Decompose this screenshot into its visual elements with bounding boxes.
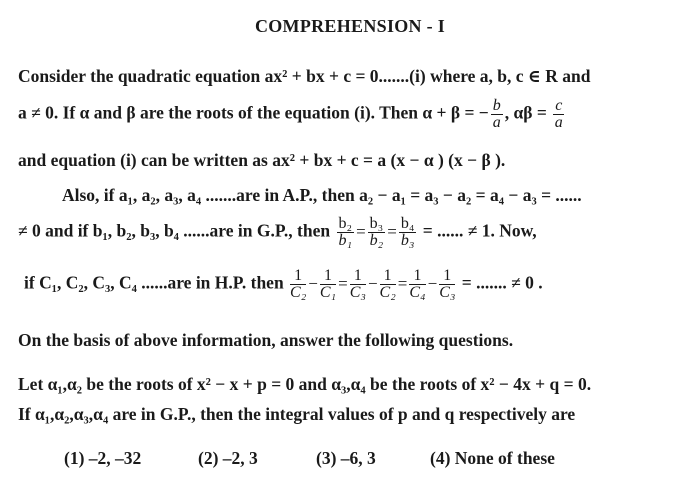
option-text: –6, 3 — [340, 448, 376, 468]
fraction-numerator: c — [555, 97, 563, 114]
option-text: None of these — [454, 448, 555, 468]
instruction-text: On the basis of above information, answer the following questions. — [18, 330, 514, 350]
option-text: –2, –32 — [88, 448, 142, 468]
option-label: (1) — [64, 448, 85, 468]
paragraph-line-3: and equation (i) can be written as ax² + bx + c = a (x − α ) (x − β ). — [18, 150, 506, 170]
paragraph-line-5 — [18, 216, 682, 249]
hp-fraction — [350, 268, 366, 301]
line6-text-a: if C₁, C₂, C₃, C₄ ......are in H.P. then — [24, 272, 284, 293]
hp-fraction — [290, 268, 306, 301]
option-4[interactable] — [430, 448, 555, 469]
math-operator: = — [397, 273, 408, 293]
line6-text-b: = ....... ≠ 0 . — [461, 272, 543, 293]
fraction-denominator: C₄ — [409, 284, 426, 301]
section-title: COMPREHENSION - I — [254, 16, 446, 36]
math-operator: − — [367, 273, 378, 293]
option-text: –2, 3 — [222, 448, 258, 468]
option-2[interactable] — [198, 448, 258, 469]
option-label: (3) — [316, 448, 337, 468]
fraction-numerator: 1 — [439, 268, 455, 285]
line5-text-b: = ...... ≠ 1. Now, — [422, 220, 537, 241]
fraction-c-over-a — [553, 98, 564, 131]
fraction-denominator: C₁ — [319, 284, 337, 301]
fraction-denominator: C₂ — [290, 284, 307, 301]
paragraph-line-6 — [24, 268, 682, 301]
fraction-numerator: 1 — [320, 268, 336, 285]
paragraph-line-2 — [18, 98, 682, 131]
option-label: (4) — [430, 448, 451, 468]
fraction-numerator: b₂ — [338, 215, 353, 232]
line2-text-a: a ≠ 0. If α and β are the roots of the equation (i). Then α + β = − — [18, 102, 489, 123]
math-operator: = — [338, 273, 348, 293]
fraction-denominator: a — [492, 114, 501, 131]
fraction-denominator: b₂ — [369, 232, 384, 249]
fraction-denominator: b₁ — [338, 232, 353, 249]
math-operator: − — [427, 273, 438, 293]
fraction-numerator: 1 — [409, 268, 425, 285]
fraction-numerator: 1 — [350, 268, 366, 285]
gp-fraction — [399, 216, 417, 249]
math-operator: = — [356, 221, 366, 241]
paragraph-line-4: Also, if a₁, a₂, a₃, a₄ .......are in A.P., then a₂ − a₁ = a₃ − a₂ = a₄ − a₃ = ...... — [62, 185, 582, 205]
math-operator: = — [387, 221, 397, 241]
hp-fraction — [439, 268, 455, 301]
math-operator: − — [308, 273, 318, 293]
option-label: (2) — [198, 448, 219, 468]
fraction-denominator: C₂ — [379, 284, 396, 301]
option-3[interactable] — [316, 448, 376, 469]
hp-fraction — [320, 268, 336, 301]
fraction-numerator: b — [492, 97, 501, 114]
fraction-numerator: 1 — [290, 268, 306, 285]
fraction-denominator: b₃ — [400, 232, 415, 249]
hp-fraction-group — [288, 267, 457, 301]
fraction-numerator: b₃ — [369, 215, 384, 232]
line5-text-a: ≠ 0 and if b₁, b₂, b₃, b₄ ......are in G.P., then — [18, 220, 331, 241]
question-line-1: Let α₁,α₂ be the roots of x² − x + p = 0 and α₃,α₄ be the roots of x² − 4x + q = 0. — [18, 374, 592, 394]
question-line-2: If α₁,α₂,α₃,α₄ are in G.P., then the integral values of p and q respectively are — [18, 404, 576, 424]
gp-fraction-group — [335, 215, 419, 249]
fraction-denominator: C₃ — [349, 284, 366, 301]
fraction-denominator: C₃ — [439, 284, 456, 301]
fraction-denominator: a — [554, 114, 563, 131]
hp-fraction — [380, 268, 396, 301]
gp-fraction — [337, 216, 355, 249]
option-1[interactable] — [64, 448, 141, 469]
fraction-numerator: b₄ — [400, 215, 415, 232]
paragraph-line-1: Consider the quadratic equation ax² + bx + c = 0.......(i) where a, b, c ∈ R and — [18, 66, 591, 86]
gp-fraction — [368, 216, 386, 249]
hp-fraction — [409, 268, 425, 301]
line2-text-b: , αβ = — [504, 102, 552, 123]
fraction-b-over-a — [491, 98, 503, 131]
fraction-numerator: 1 — [380, 268, 396, 285]
